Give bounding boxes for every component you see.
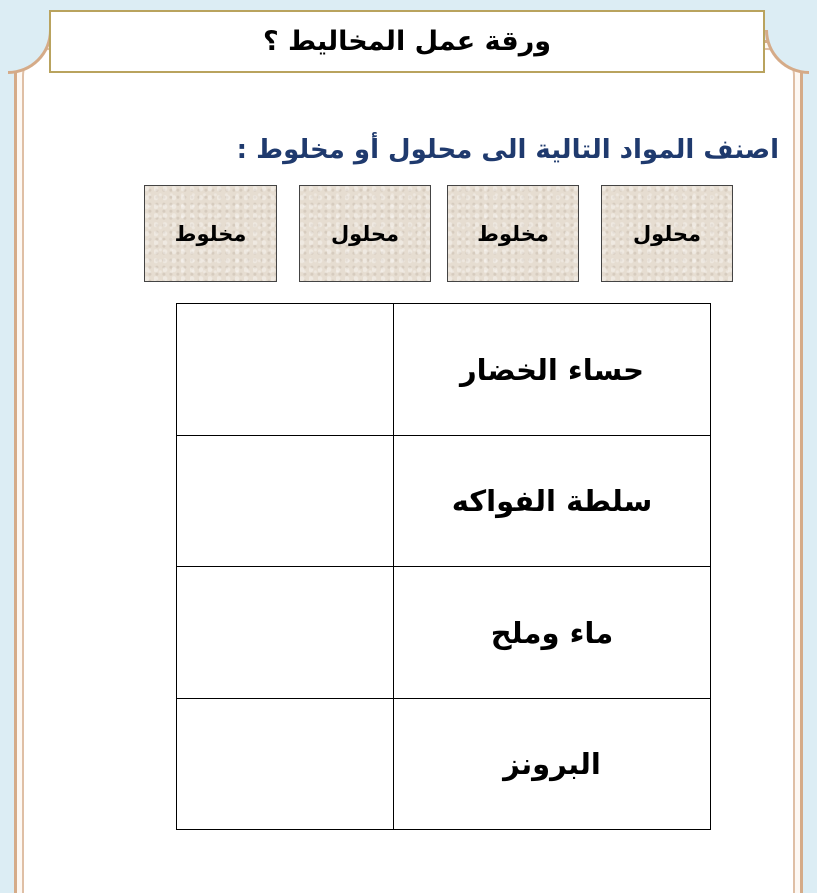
item-cell: البرونز bbox=[503, 747, 601, 781]
answer-card-mixture[interactable]: مخلوط bbox=[144, 185, 277, 282]
title-banner bbox=[49, 10, 765, 73]
answer-card-solution[interactable]: محلول bbox=[601, 185, 733, 282]
table-row bbox=[177, 699, 710, 829]
table-row bbox=[177, 567, 710, 699]
answer-drop-cell[interactable] bbox=[177, 436, 394, 566]
answer-drop-cell[interactable] bbox=[177, 304, 394, 435]
instruction-text: اصنف المواد التالية الى محلول أو مخلوط : bbox=[236, 135, 779, 165]
answer-drop-cell[interactable] bbox=[177, 699, 394, 829]
answer-drop-cell[interactable] bbox=[177, 567, 394, 698]
page-title: ورقة عمل المخاليط ؟ bbox=[262, 26, 552, 57]
table-row bbox=[177, 304, 710, 436]
item-cell: ماء وملح bbox=[490, 615, 614, 650]
item-cell: حساء الخضار bbox=[459, 352, 645, 387]
item-cell: سلطة الفواكه bbox=[451, 484, 653, 518]
table-row bbox=[177, 436, 710, 567]
answer-cards bbox=[0, 185, 817, 283]
answer-card-solution[interactable]: محلول bbox=[299, 185, 431, 282]
classification-table bbox=[176, 303, 711, 830]
answer-card-mixture[interactable]: مخلوط bbox=[447, 185, 579, 282]
